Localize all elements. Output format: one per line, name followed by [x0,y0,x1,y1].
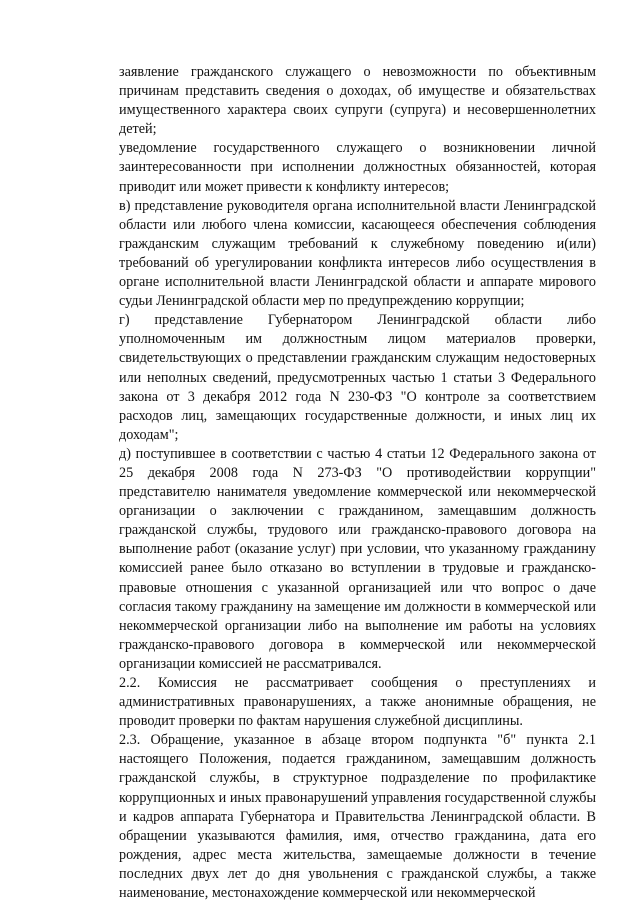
document-page [119,63,596,903]
paragraph-statement-impossibility: заявление гражданского служащего о невозможности по объективным причинам представить сведения о доходах, об имуществе и обязательствах имущественного характера своих супруги (супруга) и несовершеннолетних детей; [119,64,596,138]
paragraph-item-v: в) представление руководителя органа исполнительной власти Ленинградской области или любого члена комиссии, касающееся обеспечения соблюдения гражданским служащим требований к служебному поведению и(или) требований об урегулировании конфликта интересов либо осуществления в органе исполнительной власти Ленинградской области и аппарате мирового судьи Ленинградской области мер по предупреждению коррупции; [119,197,596,310]
paragraph-2-3: 2.3. Обращение, указанное в абзаце втором подпункта "б" пункта 2.1 настоящего Положения, подается гражданином, замещавшим должность гражданской службы, в структурное подразделение по профилактике коррупционных и иных правонарушений управления государственной службы и кадров аппарата Губернатора и Правительства Ленинградской области. В обращении указываются фамилия, имя, отчество гражданина, дата его рождения, адрес места жительства, замещаемые должности в течение последних двух лет до дня увольнения с гражданской службы, а также наименование, местонахождение коммерческой или некоммерческой [119,732,596,902]
paragraph-2-2: 2.2. Комиссия не рассматривает сообщения о преступлениях и административных правонарушениях, а также анонимные обращения, не проводит проверки по фактам нарушения служебной дисциплины. [119,675,596,730]
paragraph-item-g: г) представление Губернатором Ленинградской области либо уполномоченным им должностным лицом материалов проверки, свидетельствующих о представлении гражданским служащим недостоверных или неполных сведений, предусмотренных частью 1 статьи 3 Федерального закона от 3 декабря 2012 года N 230-ФЗ "О контроле за соответствием расходов лиц, замещающих государственные должности, и иных лиц их доходам"; [119,312,596,443]
paragraph-item-d: д) поступившее в соответствии с частью 4 статьи 12 Федерального закона от 25 декабря 2008 года N 273-ФЗ "О противодействии коррупции" представителю нанимателя уведомление коммерческой или некоммерческой организации о заключении с гражданином, замещавшим должность гражданской службы, трудового или гражданско-правового договора на выполнение работ (оказание услуг) при условии, что указанному гражданину комиссией ранее было отказано во вступлении в трудовые и гражданско-правовые отношения с указанной организацией или что вопрос о даче согласия такому гражданину на замещение им должности в коммерческой или некоммерческой организации либо на выполнение им работы на условиях гражданско-правового договора в коммерческой или некоммерческой организации комиссией не рассматривался. [119,445,596,672]
paragraph-notification-interest: уведомление государственного служащего о возникновении личной заинтересованности при исполнении должностных обязанностей, которая приводит или может привести к конфликту интересов; [119,140,596,195]
